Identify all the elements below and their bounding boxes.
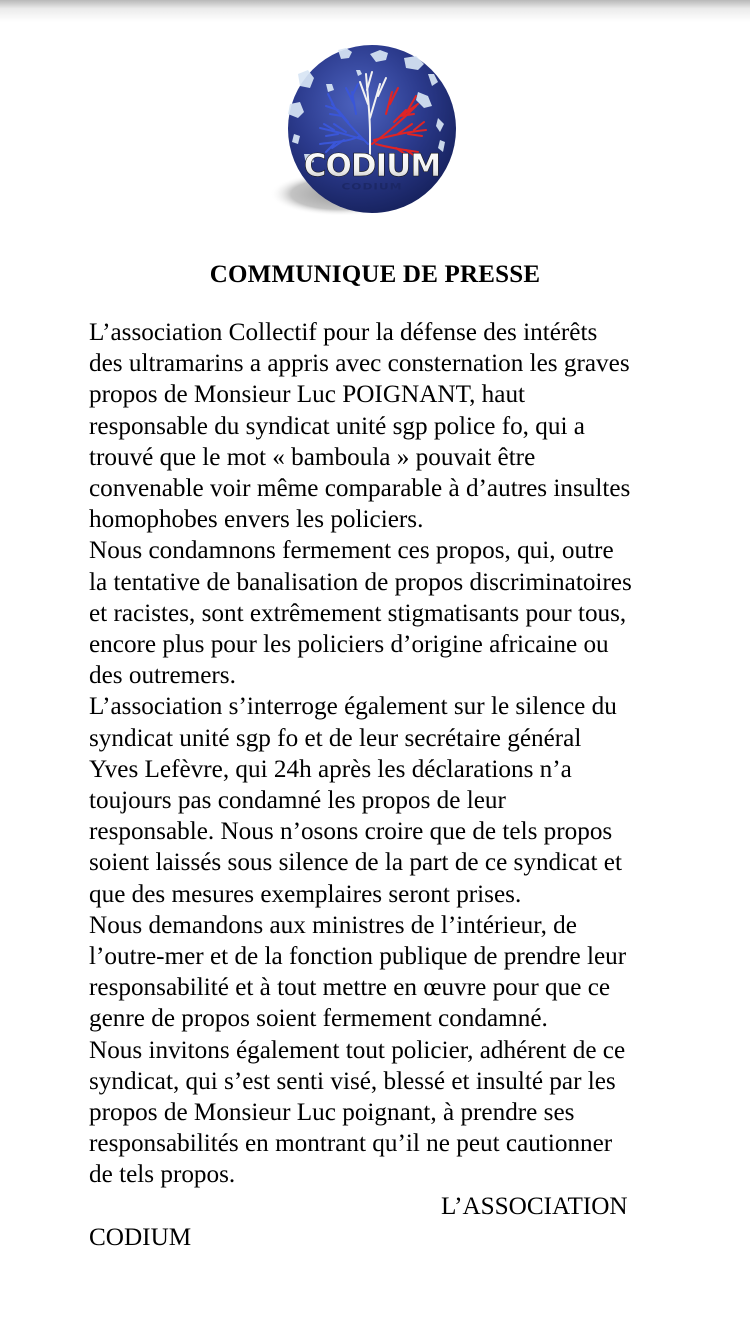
- text-line: des ultramarins a appris avec consternation les graves: [89, 350, 630, 378]
- text-line: soient laissés sous silence de la part de ce syndicat et: [89, 849, 622, 877]
- text-line: homophobes envers les policiers.: [89, 506, 424, 534]
- text-line: et racistes, sont extrêmement stigmatisants pour tous,: [89, 599, 627, 627]
- text-line: responsable du syndicat unité sgp police fo, qui a: [89, 412, 585, 440]
- text-line: convenable voir même comparable à d’autres insultes: [89, 475, 631, 503]
- text-line: trouvé que le mot « bamboula » pouvait être: [89, 443, 536, 471]
- text-line: L’association Collectif pour la défense des intérêts: [89, 319, 598, 346]
- text-line: propos de Monsieur Luc poignant, à prendre ses: [89, 1099, 575, 1127]
- text-line: syndicat unité sgp fo et de leur secrétaire général: [89, 724, 582, 752]
- text-line: Nous demandons aux ministres de l’intérieur, de: [89, 911, 577, 939]
- text-line: de tels propos.: [89, 1161, 236, 1189]
- text-line: que des mesures exemplaires seront prises.: [89, 880, 522, 908]
- text-line: responsabilités en montrant qu’il ne peut cautionner: [89, 1130, 613, 1158]
- text-line: propos de Monsieur Luc POIGNANT, haut: [89, 381, 526, 409]
- press-release-title: COMMUNIQUE DE PRESSE: [209, 261, 541, 288]
- text-line: encore plus pour les policiers d’origine africaine ou: [89, 631, 609, 659]
- signature: [89, 1191, 679, 1253]
- paragraph: [89, 691, 679, 909]
- paragraph: [89, 1035, 679, 1191]
- text-line: Nous invitons également tout policier, adhérent de ce: [89, 1036, 626, 1064]
- paragraph: [89, 910, 679, 1035]
- text-line: syndicat, qui s’est senti visé, blessé et insulté par les: [89, 1067, 616, 1095]
- top-scroll-shadow: [0, 0, 750, 22]
- text-line: la tentative de banalisation de propos discriminatoires: [89, 568, 632, 596]
- logo-wordmark-reflection: CODIUM: [341, 182, 403, 193]
- text-line: des outremers.: [89, 662, 236, 690]
- text-line: L’association s’interroge également sur le silence du: [89, 693, 617, 721]
- paragraph: [89, 535, 679, 691]
- paragraph: [89, 317, 679, 535]
- text-line: Yves Lefèvre, qui 24h après les déclarations n’a: [89, 755, 572, 783]
- signature-line-2: CODIUM: [89, 1223, 192, 1251]
- text-line: responsable. Nous n’osons croire que de tels propos: [89, 818, 613, 846]
- text-line: genre de propos soient fermement condamné.: [89, 1005, 548, 1033]
- text-line: l’outre-mer et de la fonction publique de prendre leur: [89, 943, 627, 971]
- text-line: responsabilité et à tout mettre en œuvre pour que ce: [89, 974, 611, 1002]
- text-line: Nous condamnons fermement ces propos, qui, outre: [89, 537, 614, 565]
- press-release-body: [89, 317, 679, 1253]
- logo-wordmark: CODIUM: [303, 148, 441, 184]
- text-line: toujours pas condamné les propos de leur: [89, 787, 506, 815]
- codium-logo: [268, 44, 468, 222]
- signature-line-1: L’ASSOCIATION: [441, 1192, 628, 1220]
